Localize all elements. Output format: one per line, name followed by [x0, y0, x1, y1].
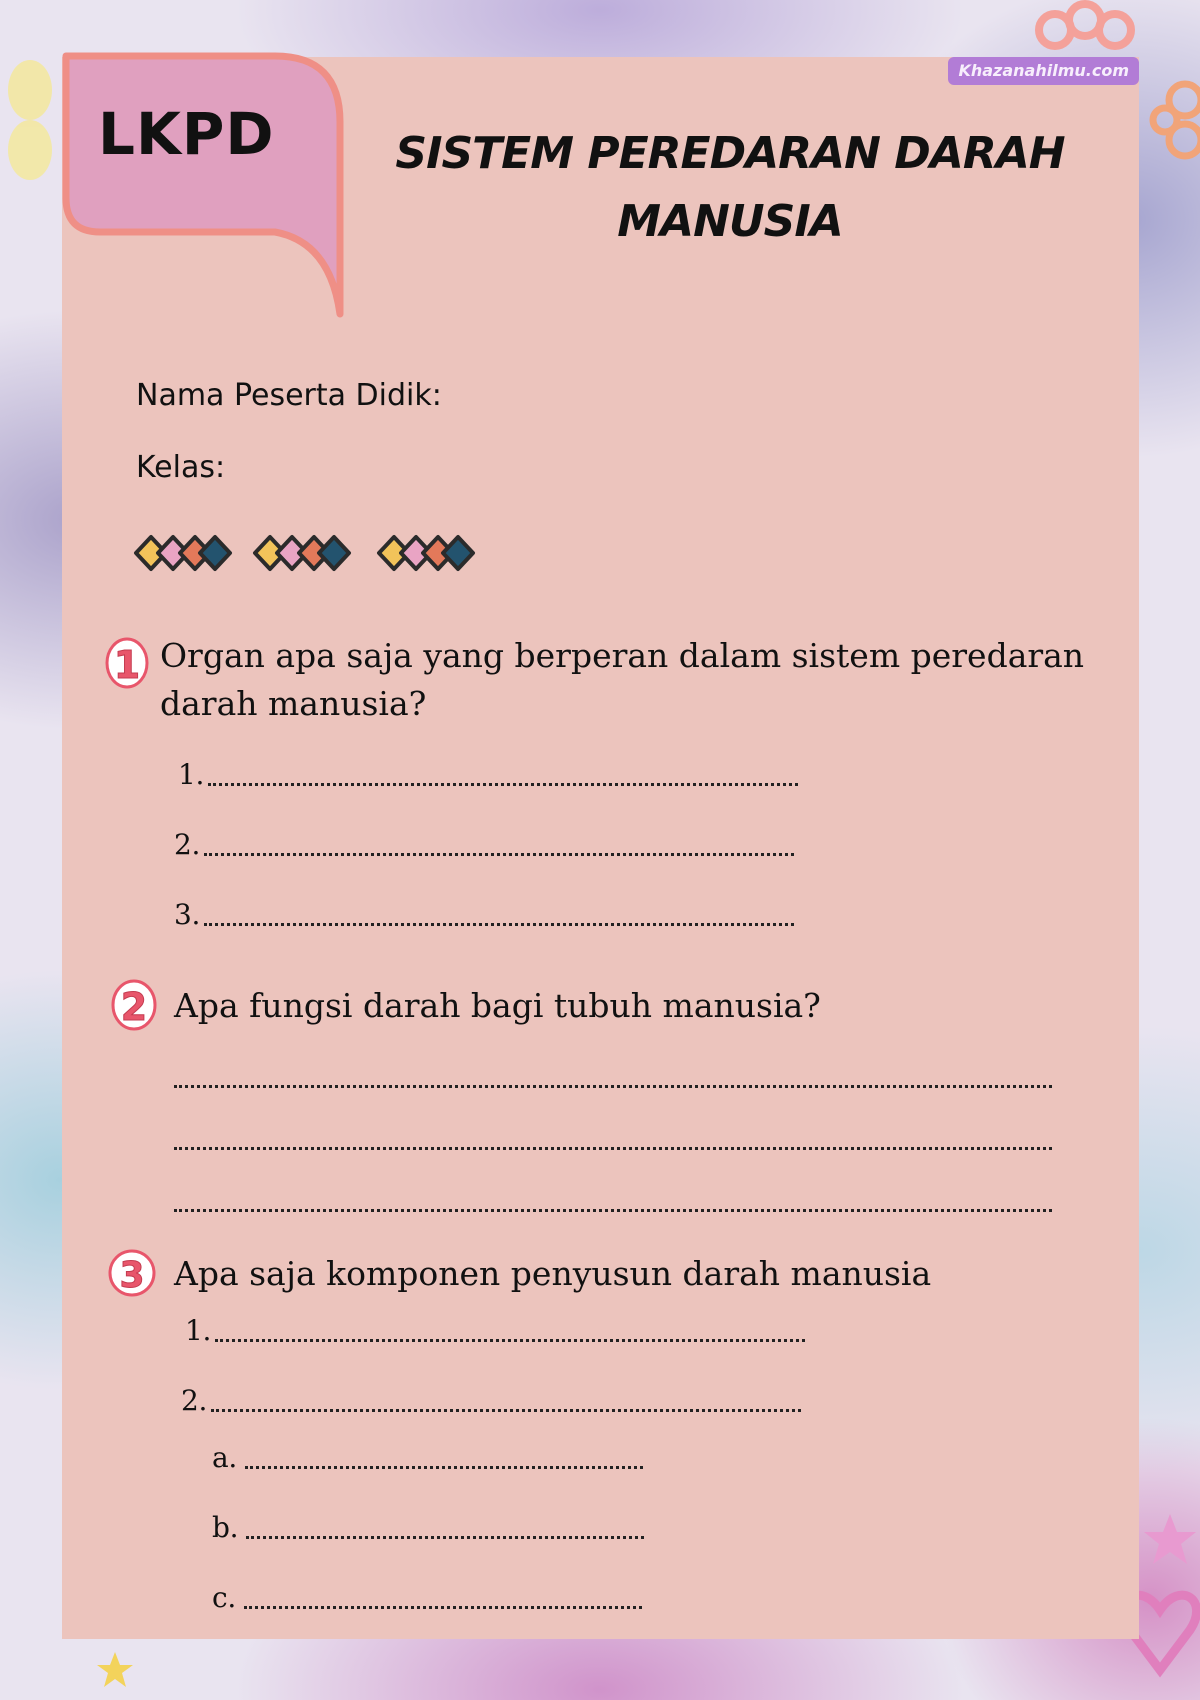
- flower-decoration-right: [1145, 70, 1200, 180]
- question-1-answer-2[interactable]: 2.: [174, 828, 794, 861]
- title-line-2: MANUSIA: [617, 196, 843, 247]
- page-title: [360, 120, 1100, 256]
- question-3-sub-answer-b[interactable]: b.: [212, 1511, 644, 1544]
- lkpd-speech-bubble: [60, 52, 350, 322]
- star-decoration-bottom-left: [95, 1650, 135, 1690]
- class-label: Kelas:: [136, 450, 226, 485]
- question-2-answer-line-3[interactable]: [174, 1184, 1052, 1217]
- question-2-text: Apa fungsi darah bagi tubuh manusia?: [174, 986, 821, 1025]
- question-3-text: Apa saja komponen penyusun darah manusia: [174, 1254, 932, 1293]
- svg-text:1: 1: [113, 643, 141, 687]
- question-3-answer-2[interactable]: 2.: [181, 1384, 801, 1417]
- question-2-answer-line-1[interactable]: [174, 1060, 1052, 1093]
- question-1-answer-1[interactable]: 1.: [178, 758, 798, 791]
- question-1-number-badge: [103, 636, 151, 690]
- question-3-sub-answer-a[interactable]: a.: [212, 1441, 643, 1474]
- diamond-ornament-1: [133, 533, 233, 573]
- title-line-1: SISTEM PEREDARAN DARAH: [395, 128, 1065, 179]
- question-2-answer-line-2[interactable]: [174, 1122, 1052, 1155]
- question-2-number-badge: [110, 978, 158, 1032]
- student-name-label: Nama Peserta Didik:: [136, 378, 442, 413]
- svg-text:3: 3: [119, 1255, 145, 1296]
- svg-text:2: 2: [120, 985, 148, 1029]
- question-1-answer-3[interactable]: 3.: [174, 898, 794, 931]
- star-decoration-bottom-right: [1140, 1510, 1200, 1570]
- diamond-ornament-3: [376, 533, 476, 573]
- question-3-number-badge: [108, 1246, 156, 1300]
- question-1-text: Organ apa saja yang berperan dalam sistem peredaran darah manusia?: [160, 636, 1085, 723]
- question-3-sub-answer-c[interactable]: c.: [212, 1581, 642, 1614]
- diamond-ornament-2: [252, 533, 352, 573]
- lkpd-label: LKPD: [98, 100, 275, 168]
- watermark-badge: Khazanahilmu.com: [948, 57, 1139, 85]
- question-3-answer-1[interactable]: 1.: [185, 1314, 805, 1347]
